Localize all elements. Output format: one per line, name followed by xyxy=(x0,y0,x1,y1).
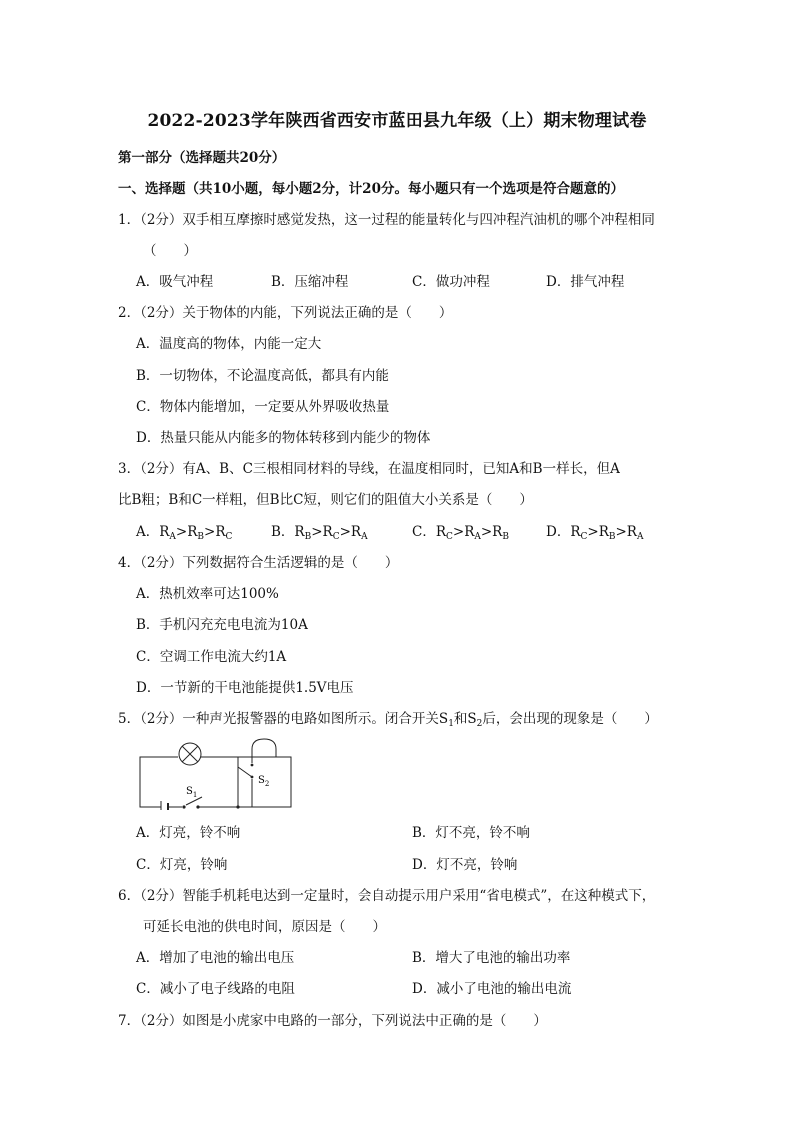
circuit-diagram xyxy=(136,735,296,810)
q3-option-d: D．$R_C>R_B>R_A$ xyxy=(546,524,644,542)
q5-option-c: C．灯亮，铃响 xyxy=(136,857,228,873)
q3-stem-cont: 比B粗；B和C一样粗，但B比C短，则它们的阻值大小关系是（ ） xyxy=(118,492,533,508)
q4-option-b: B．手机闪充充电电流为10A xyxy=(136,617,308,633)
q1-option-a: A．吸气冲程 xyxy=(136,274,214,290)
q1-option-c: C．做功冲程 xyxy=(412,274,490,290)
q6-option-a: A．增加了电池的输出电压 xyxy=(136,950,295,966)
circuit-wire-bottom-right xyxy=(198,757,291,807)
q4-option-d: D．一节新的干电池能提供1.5V电压 xyxy=(136,680,354,696)
section-heading: 一、选择题（共10小题，每小题2分，计20分。每小题只有一个选项是符合题意的） xyxy=(118,181,624,197)
q6-option-b: B．增大了电池的输出功率 xyxy=(412,950,571,966)
s1-label: $S_1$ xyxy=(186,786,198,799)
q2-stem: 2．（2分）关于物体的内能，下列说法正确的是（ ） xyxy=(118,305,453,321)
q2-option-b: B．一切物体，不论温度高低，都具有内能 xyxy=(136,368,389,384)
q7-stem: 7．（2分）如图是小虎家中电路的一部分，下列说法中正确的是（ ） xyxy=(118,1013,547,1029)
bell-icon xyxy=(252,739,276,757)
q4-option-c: C．空调工作电流大约1A xyxy=(136,649,287,665)
q4-option-a: A．热机效率可达100% xyxy=(136,586,279,602)
q5-option-a: A．灯亮，铃不响 xyxy=(136,825,241,841)
circuit-wire-left xyxy=(140,757,178,807)
q2-option-c: C．物体内能增加，一定要从外界吸收热量 xyxy=(136,399,390,415)
q2-option-d: D．热量只能从内能多的物体转移到内能少的物体 xyxy=(136,430,431,446)
s2-label: $S_2$ xyxy=(258,775,270,788)
q3-option-c: C．$R_C>R_A>R_B$ xyxy=(412,524,509,542)
battery-icon xyxy=(161,801,168,810)
q5-stem: 5．（2分）一种声光报警器的电路如图所示。闭合开关$S_1$和$S_2$后，会出现的现象是（ ） xyxy=(118,711,658,729)
q6-stem-cont: 可延长电池的供电时间，原因是（ ） xyxy=(143,919,386,935)
q2-option-a: A．温度高的物体，内能一定大 xyxy=(136,336,322,352)
q1-stem-cont: （ ） xyxy=(143,243,197,259)
q6-stem: 6．（2分）智能手机耗电达到一定量时，会自动提示用户采用“省电模式”，在这种模式下， xyxy=(118,888,656,904)
q5-option-b: B．灯不亮，铃不响 xyxy=(412,825,530,841)
q1-stem: 1．（2分）双手相互摩擦时感觉发热，这一过程的能量转化与四冲程汽油机的哪个冲程相同 xyxy=(118,212,655,228)
q6-option-d: D．减小了电池的输出电流 xyxy=(412,981,572,997)
q3-option-a: A．$R_A>R_B>R_C$ xyxy=(136,524,233,542)
q3-option-b: B．$R_B>R_C>R_A$ xyxy=(271,524,368,542)
q4-stem: 4．（2分）下列数据符合生活逻辑的是（ ） xyxy=(118,555,399,571)
part-heading: 第一部分（选择题共20分） xyxy=(118,150,286,166)
q6-option-c: C．减小了电子线路的电阻 xyxy=(136,981,295,997)
q1-option-b: B．压缩冲程 xyxy=(271,274,349,290)
q3-stem: 3．（2分）有A、B、C三根相同材料的导线，在温度相同时，已知A和B一样长，但A xyxy=(118,461,620,477)
q5-option-d: D．灯不亮，铃响 xyxy=(412,857,518,873)
exam-title: 2022-2023学年陕西省西安市蓝田县九年级（上）期末物理试卷 xyxy=(147,111,647,131)
q1-option-d: D．排气冲程 xyxy=(546,274,625,290)
switch-s2-icon xyxy=(238,767,252,777)
